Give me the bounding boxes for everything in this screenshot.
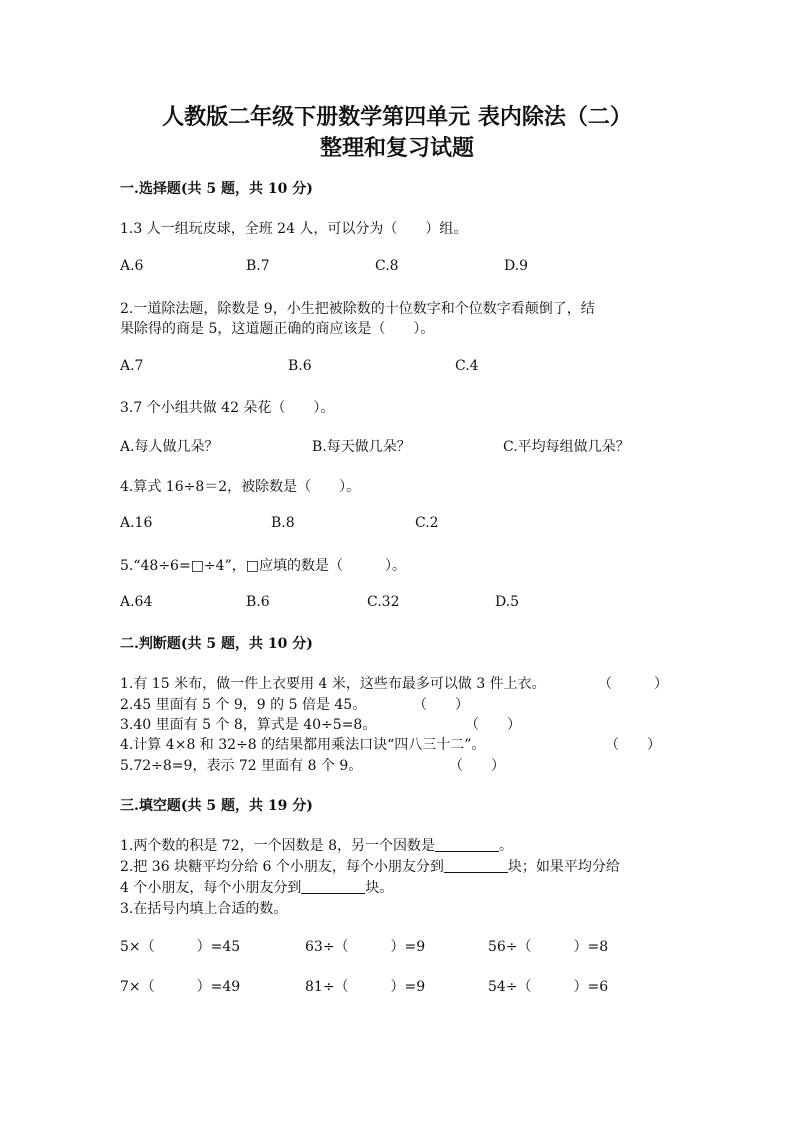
judge-item: 4.计算 4×8 和 32÷8 的结果都用乘法口诀“四八三十二”。 [120, 737, 486, 753]
section-heading-judge: 二.判断题(共 5 题，共 10 分) [120, 636, 313, 652]
answer-paren: （ ） [598, 676, 668, 692]
answer-blank[interactable] [301, 879, 365, 894]
answer-paren: （ ） [449, 758, 505, 774]
question-text: 2.把 36 块糖平均分给 6 个小朋友，每个小朋友分到 [120, 859, 444, 875]
option: C.2 [415, 515, 439, 531]
option: B.8 [271, 515, 295, 531]
option: C.32 [367, 594, 400, 610]
equation: 54÷（ ）=6 [488, 979, 609, 995]
question-stem: 3.在括号内填上合适的数。 [120, 901, 288, 917]
option: D.5 [495, 594, 520, 610]
answer-paren: （ ） [465, 717, 521, 733]
fill-question [120, 835, 513, 855]
option: D.9 [504, 258, 529, 274]
question-text: 4 个小朋友，每个小朋友分到 [120, 880, 302, 896]
option: C.4 [455, 358, 479, 374]
question-stem: 3.7 个小组共做 42 朵花（ ）。 [120, 400, 335, 416]
question-stem: 1.3 人一组玩皮球，全班 24 人，可以分为（ ）组。 [120, 221, 468, 237]
option: C.平均每组做几朵？ [503, 439, 630, 455]
judge-item: 5.72÷8=9，表示 72 里面有 8 个 9。 [120, 758, 363, 774]
answer-blank[interactable] [444, 858, 508, 873]
option: B.7 [246, 258, 270, 274]
option: C.8 [375, 258, 399, 274]
option: B.每天做几朵？ [312, 439, 411, 455]
equation: 63÷（ ）=9 [305, 939, 426, 955]
section-heading-fill: 三.填空题(共 5 题，共 19 分) [120, 798, 313, 814]
judge-item: 1.有 15 米布，做一件上衣要用 4 米，这些布最多可以做 3 件上衣。 [120, 676, 546, 692]
question-stem: 4.算式 16÷8＝2，被除数是（ ）。 [120, 479, 361, 495]
question-stem: 果除得的商是 5，这道题正确的商应该是（ ）。 [120, 321, 435, 337]
answer-paren: （ ） [605, 737, 661, 753]
question-text: 1.两个数的积是 72，一个因数是 8，另一个因数是 [120, 838, 435, 854]
answer-blank[interactable] [435, 837, 499, 852]
option: A.16 [120, 515, 153, 531]
equation: 56÷（ ）=8 [488, 939, 609, 955]
question-text: 块；如果平均分给 [507, 859, 620, 875]
equation: 5×（ ）=45 [120, 939, 241, 955]
fill-question [120, 856, 620, 876]
option: A.每人做几朵？ [120, 439, 219, 455]
fill-question [120, 877, 393, 897]
option: A.64 [120, 594, 153, 610]
judge-item: 2.45 里面有 5 个 9，9 的 5 倍是 45。 [120, 697, 367, 713]
question-text: 块。 [365, 880, 394, 896]
option: B.6 [246, 594, 270, 610]
equation: 81÷（ ）=9 [305, 979, 426, 995]
answer-paren: （ ） [413, 697, 469, 713]
page-subtitle: 整理和复习试题 [319, 135, 474, 161]
page-title: 人教版二年级下册数学第四单元 表内除法（二） [162, 104, 632, 130]
question-stem: 2.一道除法题，除数是 9，小生把被除数的十位数字和个位数字看颠倒了，结 [120, 301, 595, 317]
option: B.6 [288, 358, 312, 374]
option: A.6 [120, 258, 144, 274]
judge-item: 3.40 里面有 5 个 8，算式是 40÷5=8。 [120, 717, 377, 733]
option: A.7 [120, 358, 144, 374]
section-heading-choice: 一.选择题(共 5 题，共 10 分) [120, 181, 313, 197]
equation: 7×（ ）=49 [120, 979, 241, 995]
question-text: 。 [498, 838, 513, 854]
question-stem: 5.“48÷6=□÷4”，□应填的数是（ ）。 [120, 558, 406, 574]
